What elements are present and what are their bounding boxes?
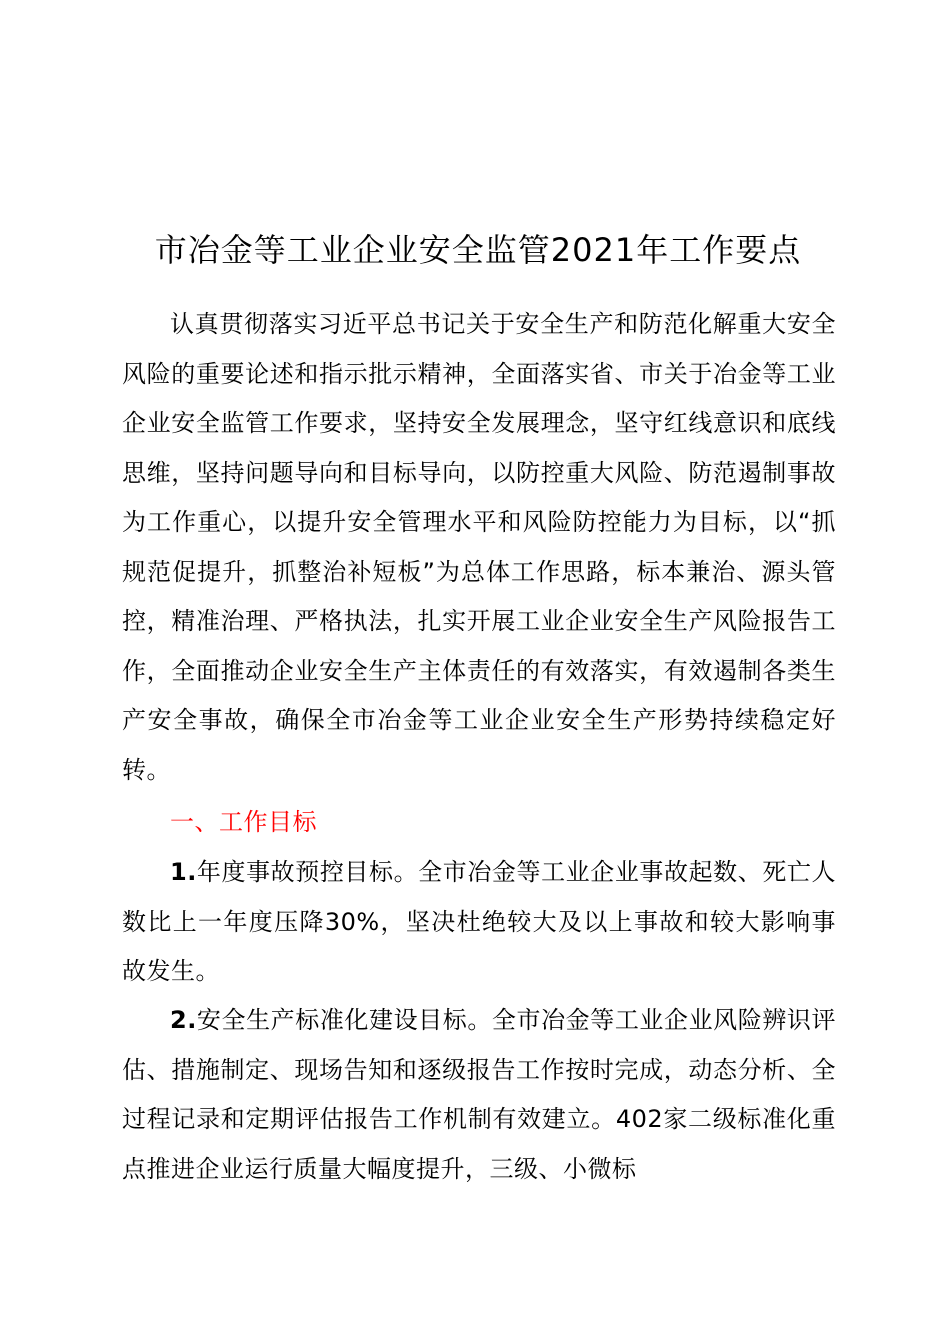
target-item-1 bbox=[122, 848, 836, 997]
item-number: 2. bbox=[170, 1006, 197, 1034]
item-text: 安全生产标准化建设目标。全市冶金等工业企业风险辨识评估、措施制定、现场告知和逐级报告工作按时完成，动态分析、全过程记录和定期评估报告工作机制有效建立。402家二级标准化重点推进企业运行质量大幅度提升，三级、小微标 bbox=[122, 1006, 836, 1183]
item-text: 年度事故预控目标。全市冶金等工业企业事故起数、死亡人数比上一年度压降30%，坚决杜绝较大及以上事故和较大影响事故发生。 bbox=[122, 858, 836, 985]
target-item-2 bbox=[122, 996, 836, 1194]
document-title: 市冶金等工业企业安全监管2021年工作要点 bbox=[154, 231, 802, 269]
item-number: 1. bbox=[170, 858, 197, 886]
intro-paragraph: 认真贯彻落实习近平总书记关于安全生产和防范化解重大安全风险的重要论述和指示批示精神，全面落实省、市关于冶金等工业企业安全监管工作要求，坚持安全发展理念，坚守红线意识和底线思维，坚持问题导向和目标导向，以防控重大风险、防范遏制事故为工作重心，以提升安全管理水平和风险防控能力为目标，以“抓规范促提升，抓整治补短板”为总体工作思路，标本兼治、源头管控，精准治理、严格执法，扎实开展工业企业安全生产风险报告工作，全面推动企业安全生产主体责任的有效落实，有效遏制各类生产安全事故，确保全市冶金等工业企业安全生产形势持续稳定好转。 bbox=[122, 310, 836, 784]
section-heading: 一、工作目标 bbox=[170, 808, 317, 836]
